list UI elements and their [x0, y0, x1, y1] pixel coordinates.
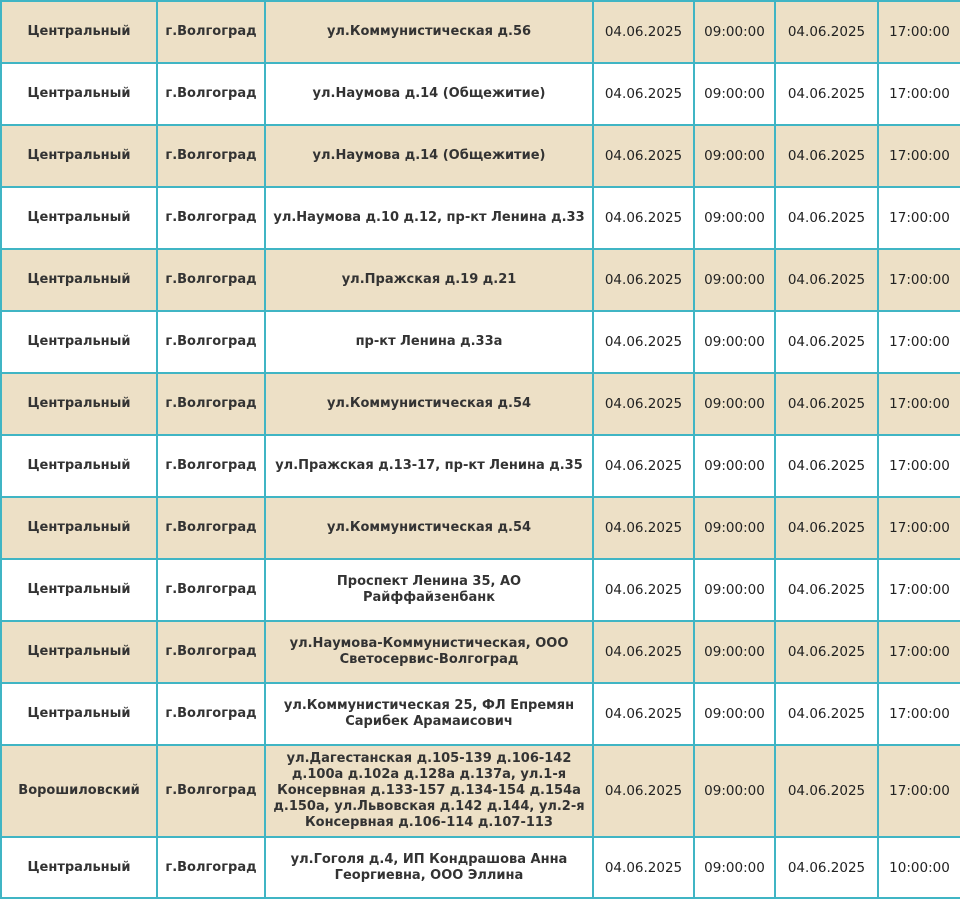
cell-start-time: 09:00:00 — [694, 621, 775, 683]
table-row — [1, 187, 960, 249]
cell-district: Центральный — [1, 187, 157, 249]
cell-end-date: 04.06.2025 — [775, 621, 878, 683]
cell-end-time: 17:00:00 — [878, 187, 960, 249]
cell-city: г.Волгоград — [157, 1, 265, 63]
cell-end-time: 17:00:00 — [878, 373, 960, 435]
cell-district: Центральный — [1, 125, 157, 187]
cell-district: Центральный — [1, 1, 157, 63]
cell-address: ул.Наумова д.14 (Общежитие) — [265, 125, 593, 187]
cell-start-date: 04.06.2025 — [593, 435, 694, 497]
cell-end-date: 04.06.2025 — [775, 187, 878, 249]
cell-address: ул.Пражская д.19 д.21 — [265, 249, 593, 311]
cell-city: г.Волгоград — [157, 435, 265, 497]
cell-end-date: 04.06.2025 — [775, 745, 878, 837]
cell-start-time: 09:00:00 — [694, 683, 775, 745]
cell-end-date: 04.06.2025 — [775, 497, 878, 559]
table-row — [1, 621, 960, 683]
cell-city: г.Волгоград — [157, 125, 265, 187]
cell-end-time: 17:00:00 — [878, 125, 960, 187]
cell-address: ул.Наумова д.10 д.12, пр-кт Ленина д.33 — [265, 187, 593, 249]
cell-start-time: 09:00:00 — [694, 125, 775, 187]
table-row — [1, 497, 960, 559]
table-row — [1, 311, 960, 373]
cell-district: Центральный — [1, 497, 157, 559]
table-row — [1, 125, 960, 187]
cell-end-time: 17:00:00 — [878, 621, 960, 683]
cell-end-date: 04.06.2025 — [775, 125, 878, 187]
cell-address: Проспект Ленина 35, АО Райффайзенбанк — [265, 559, 593, 621]
cell-end-time: 17:00:00 — [878, 435, 960, 497]
cell-city: г.Волгоград — [157, 311, 265, 373]
cell-start-date: 04.06.2025 — [593, 187, 694, 249]
cell-start-date: 04.06.2025 — [593, 249, 694, 311]
cell-end-time: 10:00:00 — [878, 837, 960, 898]
cell-start-date: 04.06.2025 — [593, 683, 694, 745]
cell-district: Центральный — [1, 683, 157, 745]
cell-start-time: 09:00:00 — [694, 373, 775, 435]
table-row — [1, 683, 960, 745]
cell-address: ул.Наумова-Коммунистическая, ООО Светосервис-Волгоград — [265, 621, 593, 683]
table-row — [1, 373, 960, 435]
table-row — [1, 249, 960, 311]
cell-end-time: 17:00:00 — [878, 311, 960, 373]
cell-city: г.Волгоград — [157, 683, 265, 745]
cell-address: ул.Коммунистическая д.54 — [265, 497, 593, 559]
cell-start-date: 04.06.2025 — [593, 1, 694, 63]
cell-address: ул.Наумова д.14 (Общежитие) — [265, 63, 593, 125]
cell-end-time: 17:00:00 — [878, 497, 960, 559]
cell-city: г.Волгоград — [157, 621, 265, 683]
cell-district: Центральный — [1, 621, 157, 683]
cell-district: Ворошиловский — [1, 745, 157, 837]
cell-end-date: 04.06.2025 — [775, 373, 878, 435]
cell-end-date: 04.06.2025 — [775, 1, 878, 63]
cell-start-time: 09:00:00 — [694, 559, 775, 621]
table-row — [1, 435, 960, 497]
table-row — [1, 837, 960, 898]
cell-start-time: 09:00:00 — [694, 745, 775, 837]
cell-start-time: 09:00:00 — [694, 435, 775, 497]
cell-start-date: 04.06.2025 — [593, 125, 694, 187]
cell-district: Центральный — [1, 311, 157, 373]
cell-start-date: 04.06.2025 — [593, 745, 694, 837]
table-body — [1, 1, 960, 898]
table-row — [1, 63, 960, 125]
cell-end-date: 04.06.2025 — [775, 435, 878, 497]
cell-start-time: 09:00:00 — [694, 837, 775, 898]
cell-city: г.Волгоград — [157, 497, 265, 559]
cell-start-time: 09:00:00 — [694, 187, 775, 249]
cell-district: Центральный — [1, 63, 157, 125]
cell-start-time: 09:00:00 — [694, 249, 775, 311]
cell-end-date: 04.06.2025 — [775, 249, 878, 311]
cell-end-time: 17:00:00 — [878, 683, 960, 745]
cell-address: ул.Гоголя д.4, ИП Кондрашова Анна Георгиевна, ООО Эллина — [265, 837, 593, 898]
cell-address: ул.Пражская д.13-17, пр-кт Ленина д.35 — [265, 435, 593, 497]
cell-district: Центральный — [1, 373, 157, 435]
cell-start-time: 09:00:00 — [694, 311, 775, 373]
cell-end-date: 04.06.2025 — [775, 559, 878, 621]
cell-start-date: 04.06.2025 — [593, 621, 694, 683]
cell-address: пр-кт Ленина д.33а — [265, 311, 593, 373]
cell-end-date: 04.06.2025 — [775, 311, 878, 373]
cell-start-date: 04.06.2025 — [593, 311, 694, 373]
cell-city: г.Волгоград — [157, 745, 265, 837]
cell-city: г.Волгоград — [157, 373, 265, 435]
cell-end-date: 04.06.2025 — [775, 683, 878, 745]
cell-end-date: 04.06.2025 — [775, 63, 878, 125]
cell-end-date: 04.06.2025 — [775, 837, 878, 898]
cell-city: г.Волгоград — [157, 187, 265, 249]
cell-address: ул.Коммунистическая д.54 — [265, 373, 593, 435]
cell-start-date: 04.06.2025 — [593, 559, 694, 621]
cell-district: Центральный — [1, 435, 157, 497]
cell-address: ул.Коммунистическая 25, ФЛ Епремян Сарибек Арамаисович — [265, 683, 593, 745]
cell-end-time: 17:00:00 — [878, 249, 960, 311]
cell-city: г.Волгоград — [157, 63, 265, 125]
cell-city: г.Волгоград — [157, 249, 265, 311]
cell-district: Центральный — [1, 249, 157, 311]
cell-start-date: 04.06.2025 — [593, 63, 694, 125]
cell-end-time: 17:00:00 — [878, 1, 960, 63]
cell-start-time: 09:00:00 — [694, 497, 775, 559]
cell-city: г.Волгоград — [157, 559, 265, 621]
table-row — [1, 559, 960, 621]
cell-start-time: 09:00:00 — [694, 1, 775, 63]
cell-end-time: 17:00:00 — [878, 745, 960, 837]
table-row — [1, 745, 960, 837]
cell-start-date: 04.06.2025 — [593, 373, 694, 435]
cell-address: ул.Дагестанская д.105-139 д.106-142 д.100а д.102а д.128а д.137а, ул.1-я Консервная д.133-157 д.134-154 д.154а д.150а, ул.Львовская д.142 д.144, ул.2-я Консервная д.106-114 д.107-113 — [265, 745, 593, 837]
cell-end-time: 17:00:00 — [878, 63, 960, 125]
cell-start-date: 04.06.2025 — [593, 497, 694, 559]
cell-district: Центральный — [1, 559, 157, 621]
cell-address: ул.Коммунистическая д.56 — [265, 1, 593, 63]
table-row — [1, 1, 960, 63]
cell-start-time: 09:00:00 — [694, 63, 775, 125]
cell-city: г.Волгоград — [157, 837, 265, 898]
cell-end-time: 17:00:00 — [878, 559, 960, 621]
cell-district: Центральный — [1, 837, 157, 898]
cell-start-date: 04.06.2025 — [593, 837, 694, 898]
